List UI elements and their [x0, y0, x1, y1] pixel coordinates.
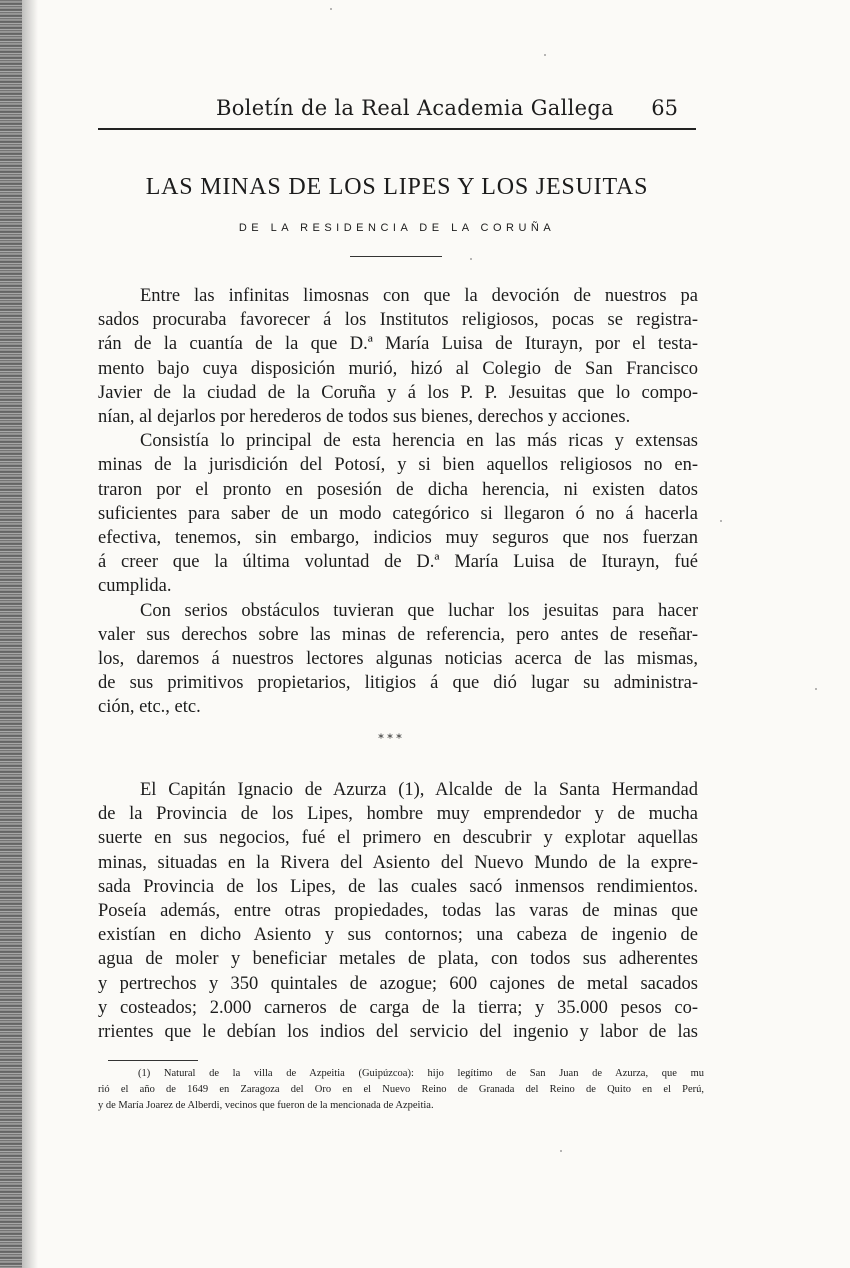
text-line: y pertrechos y 350 quintales de azogue; 600 cajones de metal sacados	[98, 973, 698, 994]
journal-title: Boletín de la Real Academia Gallega	[216, 96, 614, 120]
body-text-part1	[98, 284, 698, 720]
footnote-rule	[108, 1060, 198, 1061]
text-line: minas, situadas en la Rivera del Asiento del Nuevo Mundo de la expre-	[98, 852, 698, 873]
section-asterism	[370, 734, 410, 758]
paper-speck	[560, 1150, 562, 1152]
paper-speck	[815, 688, 817, 690]
text-line: sados procuraba favorecer á los Institutos religiosos, pocas se registra-	[98, 310, 698, 331]
text-line: y costeados; 2.000 carneros de carga de la tierra; y 35.000 pesos co-	[98, 997, 698, 1018]
text-line: rán de la cuantía de la que D.ª María Luisa de Iturayn, por el testa-	[98, 334, 698, 355]
paper-speck	[330, 8, 332, 10]
text-line: traron por el pronto en posesión de dicha herencia, ni existen datos	[98, 479, 698, 500]
text-line: mento bajo cuya disposición murió, hizó al Colegio de San Francisco	[98, 358, 698, 379]
paper-speck	[720, 520, 722, 522]
text-line: El Capitán Ignacio de Azurza (1), Alcalde de la Santa Hermandad	[140, 780, 698, 800]
text-line: Con serios obstáculos tuvieran que luchar los jesuitas para hacer	[140, 600, 698, 621]
text-line: existían en dicho Asiento y sus contornos; una cabeza de ingenio de	[98, 925, 698, 946]
text-line: cumplida.	[98, 576, 172, 597]
text-line: nían, al dejarlos por herederos de todos sus bienes, derechos y acciones.	[98, 407, 631, 428]
text-line: Poseía además, entre otras propiedades, todas las varas de minas que	[98, 901, 698, 922]
text-line: sada Provincia de los Lipes, de las cuales sacó inmensos rendimientos.	[98, 876, 698, 897]
text-line: Entre las infinitas limosnas con que la devoción de nuestros pa	[140, 286, 698, 306]
text-line: suerte en sus negocios, fué el primero en descubrir y explotar aquellas	[98, 828, 698, 849]
binding-shadow	[22, 0, 38, 1268]
page-number: 65	[651, 96, 678, 120]
text-line: agua de moler y beneficiar metales de plata, con todos sus adherentes	[98, 949, 698, 970]
footnote-line: rió el año de 1649 en Zaragoza del Oro en el Nuevo Reino de Granada del Reino de Quito en el Perú,	[98, 1084, 704, 1095]
article-title: LAS MINAS DE LOS LIPES Y LOS JESUITAS	[145, 174, 649, 200]
asterism-glyph: * * *	[378, 732, 402, 745]
text-line: valer sus derechos sobre las minas de referencia, pero antes de reseñar-	[98, 624, 698, 645]
text-line: de la Provincia de los Lipes, hombre muy emprendedor y de mucha	[98, 804, 698, 825]
text-line: los, daremos á nuestros lectores algunas noticias acerca de las mismas,	[98, 649, 698, 670]
text-line: á creer que la última voluntad de D.ª María Luisa de Iturayn, fué	[98, 552, 698, 573]
text-line: ción, etc., etc.	[98, 697, 201, 718]
header-rule	[98, 128, 696, 130]
text-line: rrientes que le debían los indios del servicio del ingenio y labor de las	[98, 1022, 698, 1043]
title-divider	[350, 256, 442, 257]
paper-speck	[544, 54, 546, 56]
book-binding-edge	[0, 0, 22, 1268]
text-line: minas de la jurisdición del Potosí, y si bien aquellos religiosos no en-	[98, 455, 698, 476]
running-head	[98, 96, 696, 128]
text-line: Javier de la ciudad de la Coruña y á los P. P. Jesuitas que lo compo-	[98, 382, 698, 403]
text-line: Consistía lo principal de esta herencia en las más ricas y extensas	[140, 431, 698, 452]
footnote-line: (1) Natural de la villa de Azpeitia (Guipúzcoa): hijo legítimo de San Juan de Azurza, que mu	[138, 1068, 704, 1079]
footnote	[98, 1066, 704, 1114]
body-text-part2	[98, 778, 698, 1044]
paper-speck	[470, 258, 472, 260]
text-line: de sus primitivos propietarios, litigios á que dió lugar su administra-	[98, 673, 698, 694]
footnote-line: y de María Joarez de Alberdi, vecinos que fueron de la mencionada de Azpeitia.	[98, 1100, 434, 1111]
text-line: suficientes para saber de un modo categórico si llegaron ó no á hacerla	[98, 503, 698, 524]
article-subtitle: DE LA RESIDENCIA DE LA CORUÑA	[238, 222, 556, 234]
text-line: efectiva, tenemos, sin embargo, indicios muy seguros que nos fuerzan	[98, 528, 698, 549]
